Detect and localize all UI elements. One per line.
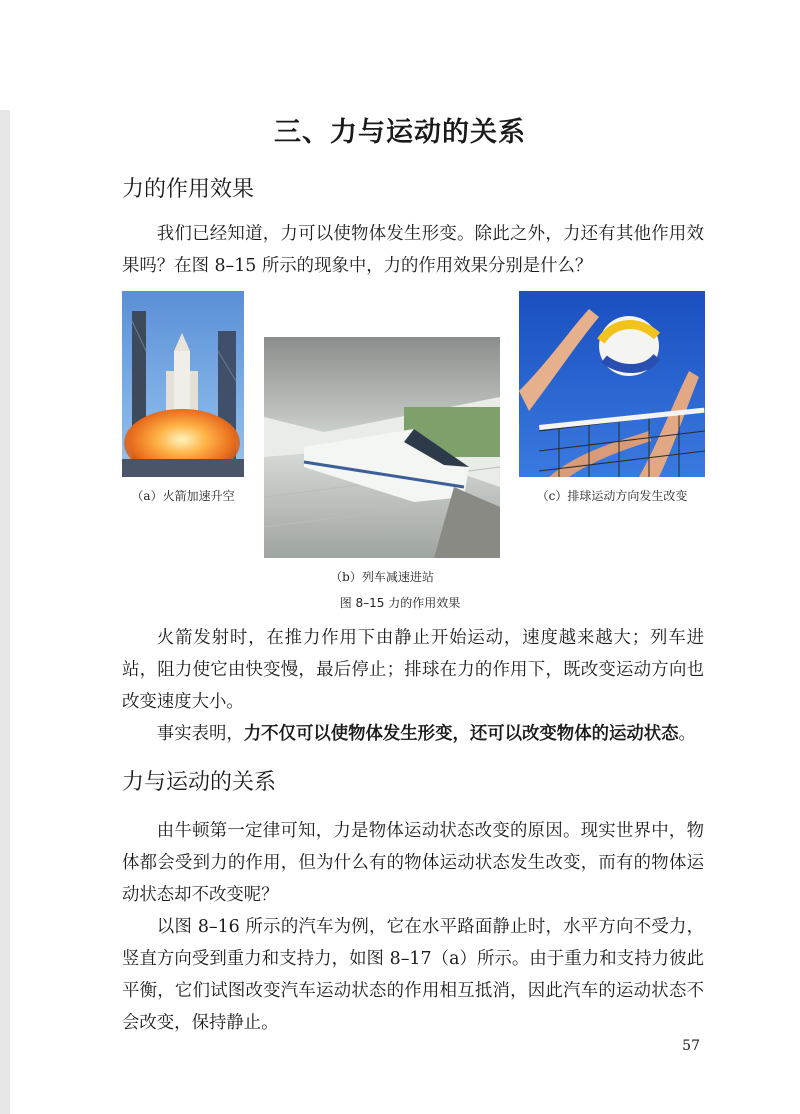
- intro-paragraph: [122, 218, 704, 282]
- page-title: 三、力与运动的关系: [274, 117, 526, 148]
- conclusion-emphasis: 力不仅可以使物体发生形变，还可以改变物体的运动状态: [243, 724, 679, 744]
- figure-title: 图 8–15 力的作用效果: [339, 596, 461, 610]
- page-edge-bar: [0, 110, 10, 1114]
- volleyball-photo: [519, 291, 705, 477]
- section-heading-force-effects: 力的作用效果: [122, 177, 255, 202]
- body-paragraphs-2: [122, 815, 704, 1039]
- paragraph-rocket-train-ball: 火箭发射时，在推力作用下由静止开始运动，速度越来越大；列车进站，阻力使它由快变慢，最后停止；排球在力的作用下，既改变运动方向也改变速度大小。: [122, 628, 704, 712]
- train-station-photo: [264, 337, 500, 558]
- paragraph-conclusion: [122, 718, 704, 750]
- caption-b: （b）列车减速进站: [330, 570, 434, 584]
- paragraph-car-example: 以图 8–16 所示的汽车为例，它在水平路面静止时，水平方向不受力，竖直方向受到重力和支持力，如图 8–17（a）所示。由于重力和支持力彼此平衡，它们试图改变汽车运动状态的作用相互抵消，因此汽车的运动状态不会改变，保持静止。: [122, 917, 704, 1033]
- section-heading-force-motion: 力与运动的关系: [122, 770, 277, 795]
- body-paragraphs-1: [122, 622, 704, 750]
- rocket-launch-photo: [122, 291, 244, 477]
- page-number: 57: [682, 1038, 700, 1054]
- intro-text: 我们已经知道，力可以使物体发生形变。除此之外，力还有其他作用效果吗？在图 8–15 所示的现象中，力的作用效果分别是什么？: [122, 224, 704, 276]
- paragraph-newton: 由牛顿第一定律可知，力是物体运动状态改变的原因。现实世界中，物体都会受到力的作用，但为什么有的物体运动状态发生改变，而有的物体运动状态却不改变呢？: [122, 821, 704, 905]
- caption-a: （a）火箭加速升空: [131, 489, 235, 503]
- caption-c: （c）排球运动方向发生改变: [536, 489, 688, 503]
- conclusion-prefix: 事实表明，: [156, 724, 244, 744]
- conclusion-suffix: 。: [678, 724, 696, 744]
